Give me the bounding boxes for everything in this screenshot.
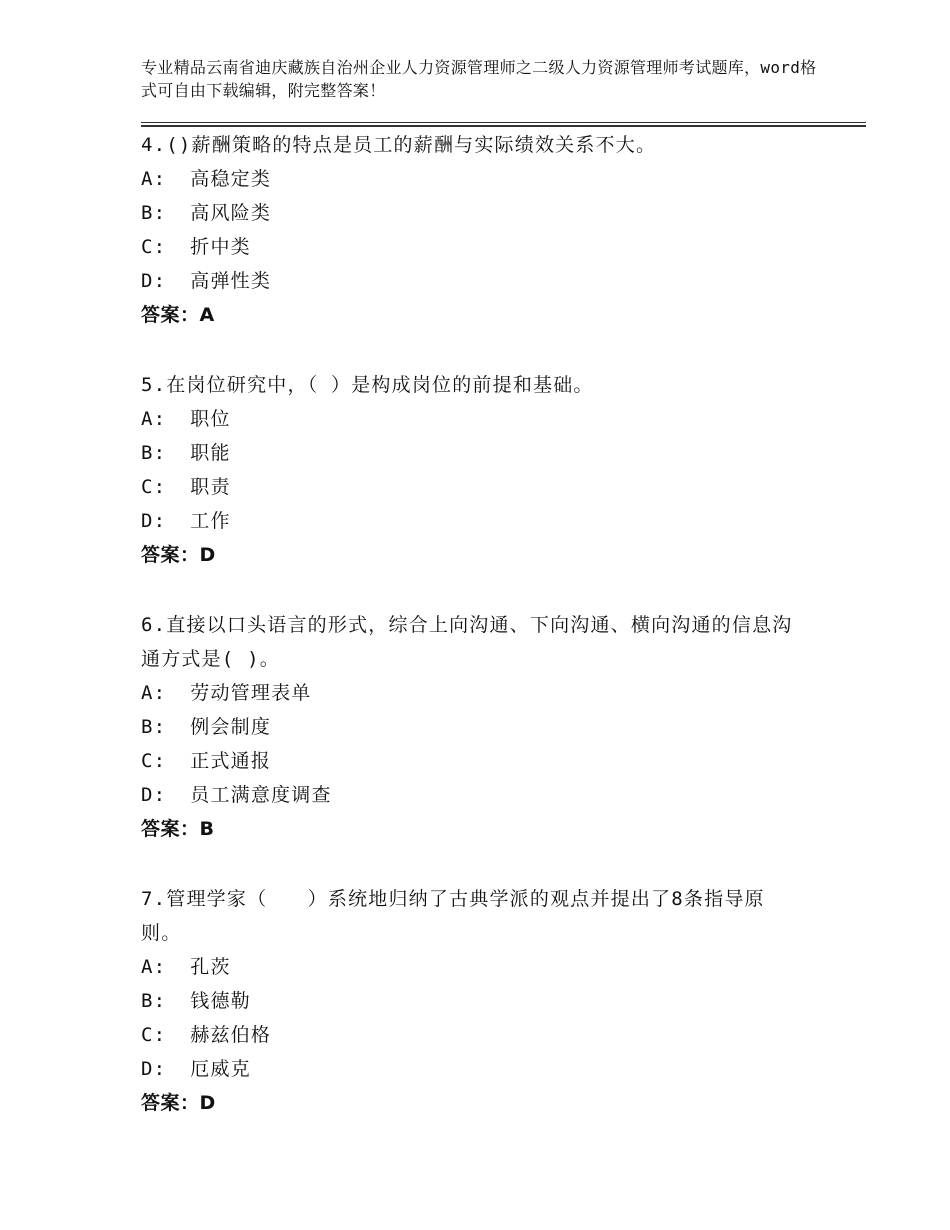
option-key: C: <box>141 236 167 258</box>
option-d <box>141 1052 801 1086</box>
option-d <box>141 778 801 812</box>
option-text: 劳动管理表单 <box>190 682 312 704</box>
option-a <box>141 162 801 196</box>
option-key: C: <box>141 1024 167 1046</box>
option-text: 职能 <box>190 442 231 464</box>
option-a <box>141 950 801 984</box>
option-text: 高稳定类 <box>190 168 272 190</box>
option-key: D: <box>141 270 167 292</box>
option-text: 员工满意度调查 <box>190 784 332 806</box>
header-divider-thick <box>141 125 866 127</box>
answer-label: 答案：A <box>141 304 215 326</box>
option-key: D: <box>141 510 167 532</box>
option-key: B: <box>141 990 167 1012</box>
option-key: D: <box>141 784 167 806</box>
option-c <box>141 470 801 504</box>
option-text: 厄威克 <box>190 1058 251 1080</box>
document-header: 专业精品云南省迪庆藏族自治州企业人力资源管理师之二级人力资源管理师考试题库，word格式可自由下载编辑，附完整答案！ <box>141 58 817 100</box>
question-list <box>141 128 801 1156</box>
option-text: 孔茨 <box>190 956 231 978</box>
option-key: A: <box>141 956 167 978</box>
option-c <box>141 1018 801 1052</box>
question-6 <box>141 608 801 846</box>
option-text: 职位 <box>190 408 231 430</box>
option-text: 正式通报 <box>190 750 272 772</box>
option-a <box>141 676 801 710</box>
question-4 <box>141 128 801 332</box>
question-7 <box>141 882 801 1120</box>
option-key: B: <box>141 716 167 738</box>
option-b <box>141 196 801 230</box>
option-text: 高弹性类 <box>190 270 272 292</box>
option-d <box>141 504 801 538</box>
answer-label: 答案：D <box>141 1092 216 1114</box>
header-divider-thin <box>141 122 866 123</box>
option-text: 工作 <box>190 510 231 532</box>
option-text: 赫兹伯格 <box>190 1024 272 1046</box>
option-key: A: <box>141 168 167 190</box>
option-a <box>141 402 801 436</box>
option-b <box>141 984 801 1018</box>
question-text: 4.()薪酬策略的特点是员工的薪酬与实际绩效关系不大。 <box>141 134 657 156</box>
option-c <box>141 230 801 264</box>
option-key: B: <box>141 202 167 224</box>
option-b <box>141 436 801 470</box>
question-text: 7.管理学家（ ）系统地归纳了古典学派的观点并提出了8条指导原则。 <box>141 888 765 944</box>
option-key: D: <box>141 1058 167 1080</box>
option-key: C: <box>141 476 167 498</box>
question-text: 5.在岗位研究中，（ ）是构成岗位的前提和基础。 <box>141 374 594 396</box>
answer-label: 答案：B <box>141 818 215 840</box>
question-5 <box>141 368 801 572</box>
option-key: B: <box>141 442 167 464</box>
option-text: 折中类 <box>190 236 251 258</box>
option-text: 例会制度 <box>190 716 272 738</box>
option-d <box>141 264 801 298</box>
option-key: C: <box>141 750 167 772</box>
option-b <box>141 710 801 744</box>
option-text: 职责 <box>190 476 231 498</box>
option-key: A: <box>141 408 167 430</box>
answer-label: 答案：D <box>141 544 216 566</box>
question-text: 6.直接以口头语言的形式，综合上向沟通、下向沟通、横向沟通的信息沟通方式是( )。 <box>141 614 793 670</box>
option-text: 钱德勒 <box>190 990 251 1012</box>
option-c <box>141 744 801 778</box>
option-key: A: <box>141 682 167 704</box>
option-text: 高风险类 <box>190 202 272 224</box>
